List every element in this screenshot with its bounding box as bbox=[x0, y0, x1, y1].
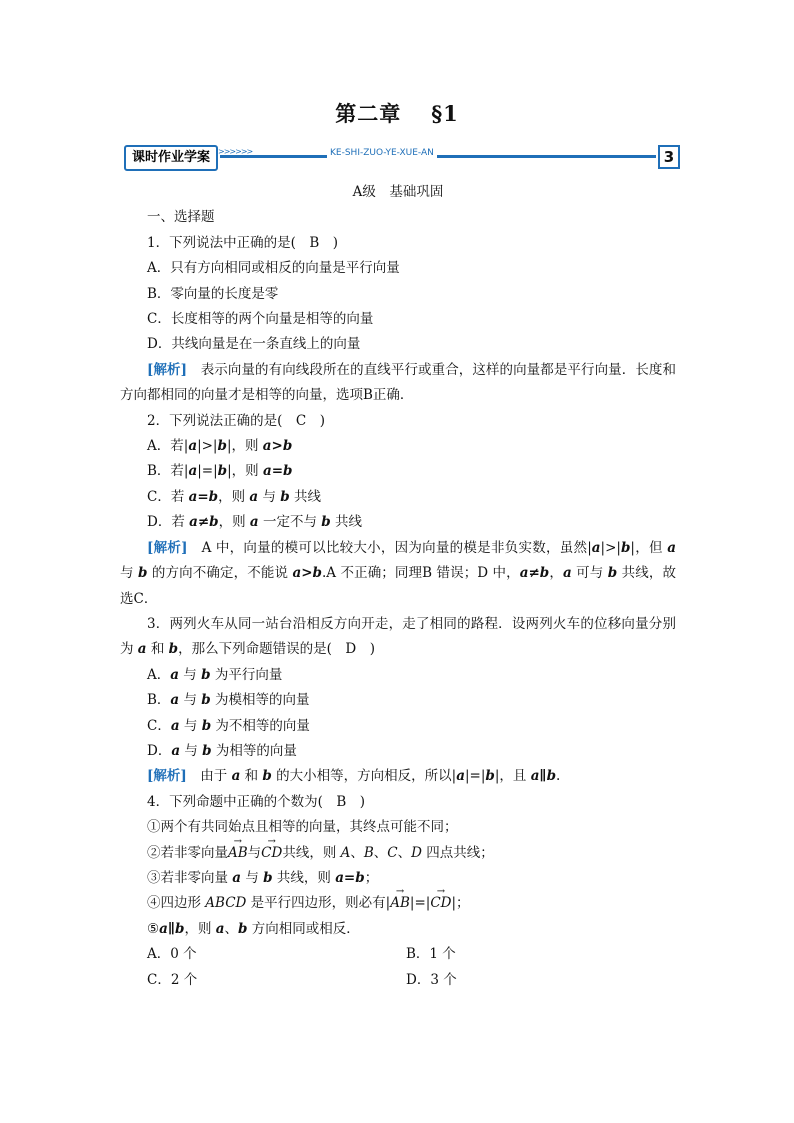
banner-line bbox=[220, 155, 656, 158]
section-heading: 一、选择题 bbox=[147, 209, 215, 226]
level-title: A级 基础巩固 bbox=[352, 184, 444, 200]
homework-banner bbox=[122, 143, 682, 171]
q2-stem: 2．下列说法正确的是( C ) bbox=[147, 412, 325, 429]
q3-option-c: C．a 与 b 为不相等的向量 bbox=[147, 717, 310, 734]
q2-option-b: B．若|a|=|b|，则 a=b bbox=[147, 463, 293, 480]
analysis-tag: [解析] bbox=[147, 539, 188, 556]
q2-option-d: D．若 a≠b，则 a 一定不与 b 共线 bbox=[147, 514, 363, 531]
banner-pinyin: KE-SHI-ZUO-YE-XUE-AN bbox=[327, 148, 437, 158]
q1-analysis: [解析] 表示向量的有向线段所在的直线平行或重合，这样的向量都是平行向量．长度和方向都相同的向量才是相等的向量，选项B正确． bbox=[120, 361, 677, 404]
q2-answer: C bbox=[295, 412, 307, 429]
q4-option-c: C．2 个 bbox=[147, 971, 198, 988]
analysis-tag: [解析] bbox=[147, 361, 188, 378]
q4-item-5: ⑤a∥b，则 a、b 方向相同或相反． bbox=[147, 920, 360, 937]
q4-item-2: ②若非零向量→ AB与→ CD共线，则 A、B、C、D 四点共线； bbox=[120, 841, 676, 866]
q3-option-a: A．a 与 b 为平行向量 bbox=[147, 666, 283, 683]
page-title bbox=[0, 98, 794, 128]
document-body bbox=[120, 180, 676, 993]
q1-option-a: A．只有方向相同或相反的向量是平行向量 bbox=[147, 260, 400, 277]
chapter-title: 第二章 bbox=[335, 101, 402, 126]
q4-option-a: A．0 个 bbox=[147, 946, 197, 963]
q2-option-a: A．若|a|>|b|，则 a>b bbox=[147, 438, 293, 455]
q3-option-b: B．a 与 b 为模相等的向量 bbox=[147, 692, 310, 709]
q3-answer: D bbox=[345, 641, 357, 658]
q2-analysis: [解析] A 中，向量的模可以比较大小，因为向量的模是非负实数，虽然|a|>|b|，但 a 与 b 的方向不确定，不能说 a>b.A 不正确；同理B 错误；D 中，a≠b，a 可与 b 共线，故选C． bbox=[120, 539, 677, 607]
q4-options-row-1 bbox=[120, 942, 676, 967]
q3-option-d: D．a 与 b 为相等的向量 bbox=[147, 742, 297, 759]
q4-item-3: ③若非零向量 a 与 b 共线，则 a=b； bbox=[147, 869, 379, 886]
banner-arrows: >>>>>> bbox=[218, 147, 253, 156]
q1-option-c: C．长度相等的两个向量是相等的向量 bbox=[147, 311, 374, 328]
banner-label: 课时作业学案 bbox=[124, 145, 218, 171]
q2-option-c: C．若 a=b，则 a 与 b 共线 bbox=[147, 488, 322, 505]
section-title: §1 bbox=[431, 101, 459, 126]
q1-answer: B bbox=[309, 234, 320, 251]
q4-answer: B bbox=[336, 793, 347, 810]
q1-option-d: D．共线向量是在一条直线上的向量 bbox=[147, 336, 361, 353]
banner-number: 3 bbox=[658, 145, 680, 169]
q4-options-row-2 bbox=[120, 968, 676, 993]
q3-stem: 3．两列火车从同一站台沿相反方向开走，走了相同的路程．设两列火车的位移向量分别为 a 和 b，那么下列命题错误的是( D ) bbox=[120, 615, 676, 658]
q1-option-b: B．零向量的长度是零 bbox=[147, 285, 279, 302]
q1-stem: 1．下列说法中正确的是( B ) bbox=[147, 234, 339, 251]
q4-option-d: D．3 个 bbox=[406, 971, 457, 988]
q4-option-b: B．1 个 bbox=[406, 946, 456, 963]
q4-item-1: ①两个有共同始点且相等的向量，其终点可能不同； bbox=[147, 819, 458, 836]
q4-stem: 4．下列命题中正确的个数为( B ) bbox=[147, 793, 366, 810]
analysis-tag: [解析] bbox=[147, 768, 187, 785]
q4-item-4: ④四边形 ABCD 是平行四边形，则必有|→ AB|=|→ CD|； bbox=[120, 891, 676, 916]
q3-analysis: [解析] 由于 a 和 b 的大小相等，方向相反，所以|a|=|b|，且 a∥b. bbox=[147, 768, 561, 785]
